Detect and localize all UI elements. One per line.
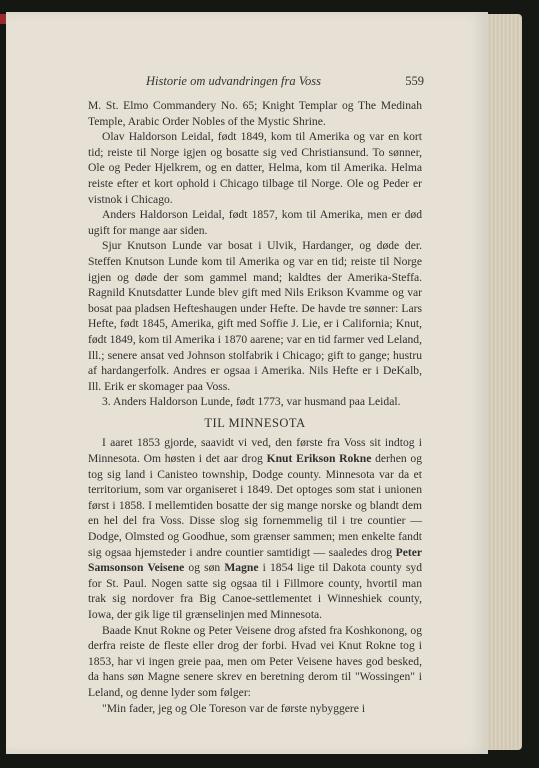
paragraph: M. St. Elmo Commandery No. 65; Knight Templar og The Medinah Temple, Arabic Order Nobles of the Mystic Shrine. (88, 99, 422, 128)
paragraph: Baade Knut Rokne og Peter Veisene drog afsted fra Koshkonong, og derfra reiste de fleste eller drog der forbi. Hvad vei Knut Rokne tog i 1853, har vi ingen greie paa, men om Peter Veisene haves god besked, da hans søn Magne senere skrev en beretning derom til "Wossingen" i Leland, og denne lyder som følger: (88, 623, 422, 699)
paragraph: Olav Haldorson Leidal, født 1849, kom til Amerika og var en kort tid; reiste til Norge igjen og bosatte sig ved Christiansund. To sønner, Ole og Peder Hjelkrem, og en datter, Helma, kom til Amerika. Helma reiste efter et kort ophold i Chicago tilbage til Norge. Ole og Peder er vistnok i Chicago. (88, 130, 422, 206)
person-name: Magne (224, 561, 259, 575)
paragraph (88, 435, 422, 622)
page-number: 559 (405, 74, 424, 88)
section-heading: TIL MINNESOTA (204, 415, 306, 430)
paragraph: Anders Haldorson Leidal, født 1857, kom til Amerika, men er død ugift for mange aar siden. (88, 208, 422, 237)
paragraph: "Min fader, jeg og Ole Toreson var de første nybyggere i (102, 701, 366, 715)
running-title: Historie om udvandringen fra Voss (146, 74, 321, 88)
person-name: Peter Samsonson Veisene (88, 545, 422, 575)
person-name: Knut Erikson Rokne (266, 452, 372, 466)
running-header (86, 74, 424, 92)
paragraph: Sjur Knutson Lunde var bosat i Ulvik, Hardanger, og døde der. Steffen Knutson Lunde kom til Amerika og var en tid; reiste til Norge igjen og døde der som gammel mand; kaldtes der Amerika-Steffa. Ragnild Knutsdatter Lunde blev gift med Nils Erikson Kvamme og var bosat paa pladsen Hefteshaugen under Hefte. De havde tre sønner: Lars Hefte, født 1845, Amerika, gift med Soffie J. Lie, er i California; Knut, født 1849, kom til Amerika i 1870 aarene; var en tid farmer ved Leland, Ill.; senere ansat ved Johnson stolfabrik i Chicago; gift to gange; hustru af hardangerfolk. Andres er ogsaa i Amerika. Nils Hefte er i DeKalb, Ill. Erik er skomager paa Voss. (88, 239, 422, 393)
body-text (88, 98, 422, 716)
text-run: i 1854 lige til Dakota county syd for St. Paul. Nogen satte sig ogsaa til i Fillmore county, hvortil man trak sig nordover fra Big Canoe-settlementet i Winneshiek county, Iowa, der gik lige til grænselinjen med Minnesota. (88, 561, 422, 621)
text-run: derhen og tog sig land i Canisteo township, Dodge county. Minnesota var da et territorium, som var organiseret i 1849. Det optoges som stat i unionen først i 1858. I mellemtiden bosatte der sig mange norske og blandt dem en hel del fra Voss. Disse slog sig fornemmelig til i tre countier — Dodge, Olmsted og Goodhue, som grænser sammen; men enkelte fandt sig ogsaa hjemsteder i andre countier samtidigt — saaledes drog (88, 452, 422, 559)
paragraph: 3. Anders Haldorson Lunde, født 1773, var husmand paa Leidal. (102, 395, 401, 409)
text-run: I aaret 1853 gjorde, saavidt vi ved, den første fra Voss sit indtog i Minnesota. Om høsten i det aar drog (88, 436, 422, 466)
text-run: og søn (184, 561, 225, 575)
